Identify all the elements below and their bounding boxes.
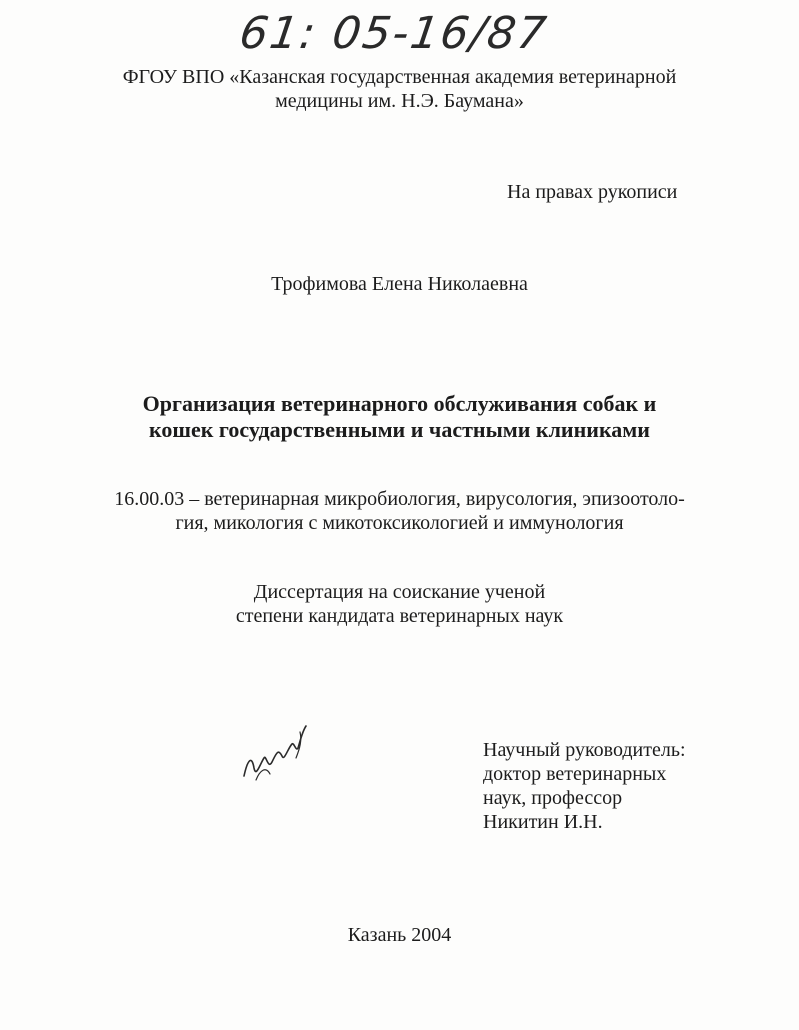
- archive-stamp-code: 61: 05-16/87: [236, 8, 552, 59]
- advisor-line-4: Никитин И.Н.: [483, 811, 603, 833]
- advisor-line-1: Научный руководитель:: [483, 739, 686, 761]
- organization-header: [0, 65, 799, 113]
- dissertation-title: [0, 391, 799, 443]
- specialty-line-2: гия, микология с микотоксикологией и иммунология: [175, 512, 624, 534]
- title-line-2: кошек государственными и частными клиниками: [149, 417, 650, 442]
- specialty-code: [0, 487, 799, 535]
- scientific-advisor: [483, 738, 686, 834]
- degree-line-2: степени кандидата ветеринарных наук: [235, 605, 564, 627]
- author-name: Трофимова Елена Николаевна: [271, 273, 528, 295]
- handwritten-signature-icon: [236, 718, 316, 788]
- organization-line-2: медицины им. Н.Э. Баумана»: [275, 90, 524, 112]
- advisor-line-3: наук, профессор: [483, 787, 623, 809]
- specialty-line-1: 16.00.03 – ветеринарная микробиология, вирусология, эпизоотоло-: [114, 488, 685, 510]
- advisor-line-2: доктор ветеринарных: [483, 763, 667, 785]
- rights-note: На правах рукописи: [507, 181, 678, 203]
- organization-line-1: ФГОУ ВПО «Казанская государственная академия ветеринарной: [122, 66, 677, 88]
- degree-line-1: Диссертация на соискание ученой: [253, 581, 546, 603]
- title-line-1: Организация ветеринарного обслуживания собак и: [142, 391, 657, 416]
- degree-statement: [0, 580, 799, 628]
- city-year: Казань 2004: [347, 924, 452, 946]
